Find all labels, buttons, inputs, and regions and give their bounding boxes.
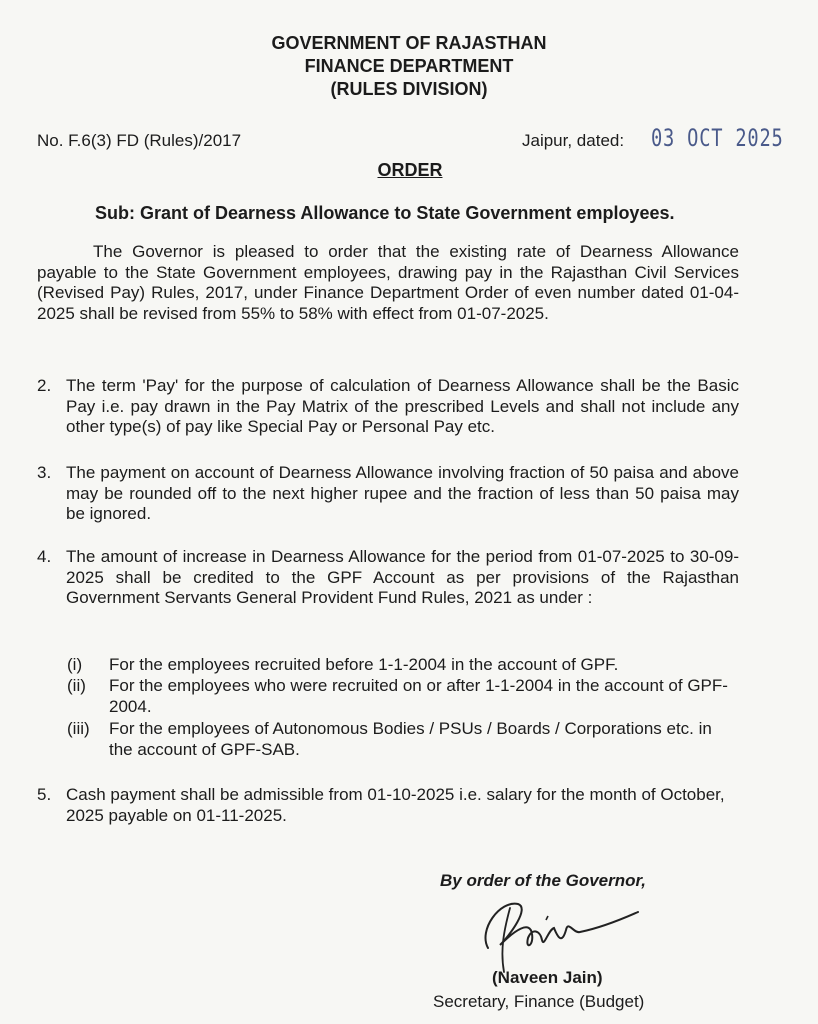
handwritten-signature [470,890,650,980]
header-government: GOVERNMENT OF RAJASTHAN [271,33,547,53]
place-date-label: Jaipur, dated: [522,131,625,150]
list-item-number: (ii) [67,676,86,695]
paragraph-1: The Governor is pleased to order that the existing rate of Dearness Allowance payable to the State Government employees, drawing pay in the Rajasthan Civil Services (Revised Pay) Rules, 2017, under Finance Department Order of even number dated 01-04-2025 shall be revised from 55% to 58% with effect from 01-07-2025. [37,242,739,323]
list-item-number: (i) [67,655,83,674]
date-stamp: 03 OCT 2025 [651,124,784,152]
list-item-text: For the employees who were recruited on or after 1-1-2004 in the account of GPF-2004. [109,676,728,716]
paragraph-4-number: 4. [37,547,52,566]
paragraph-5: Cash payment shall be admissible from 01-10-2025 i.e. salary for the month of October, 2025 payable on 01-11-2025. [66,785,725,825]
paragraph-2: The term 'Pay' for the purpose of calculation of Dearness Allowance shall be the Basic Pay i.e. pay drawn in the Pay Matrix of the prescribed Levels and shall not include any other type(s) of pay like Special Pay or Personal Pay etc. [66,376,739,436]
header-division: (RULES DIVISION) [330,79,488,99]
list-item-text: For the employees recruited before 1-1-2004 in the account of GPF. [109,655,619,674]
by-order-line: By order of the Governor, [440,871,646,890]
signatory-designation: Secretary, Finance (Budget) [433,992,645,1011]
list-item-number: (iii) [67,719,90,738]
paragraph-3-number: 3. [37,463,52,482]
signatory-name: (Naveen Jain) [492,968,603,987]
order-title: ORDER [377,160,443,180]
order-number: No. F.6(3) FD (Rules)/2017 [37,131,242,150]
paragraph-4: The amount of increase in Dearness Allowance for the period from 01-07-2025 to 30-09-2025 shall be credited to the GPF Account as per provisions of the Rajasthan Government Servants General Provident Fund Rules, 2021 as under : [66,547,739,607]
header-department: FINANCE DEPARTMENT [304,56,514,76]
list-item-text: For the employees of Autonomous Bodies / PSUs / Boards / Corporations etc. in the account of GPF-SAB. [109,719,712,759]
paragraph-2-number: 2. [37,376,52,395]
paragraph-5-number: 5. [37,785,52,804]
paragraph-3: The payment on account of Dearness Allowance involving fraction of 50 paisa and above may be rounded off to the next higher rupee and the fraction of less than 50 paisa may be ignored. [66,463,739,523]
subject-line: Sub: Grant of Dearness Allowance to State Government employees. [95,203,675,223]
